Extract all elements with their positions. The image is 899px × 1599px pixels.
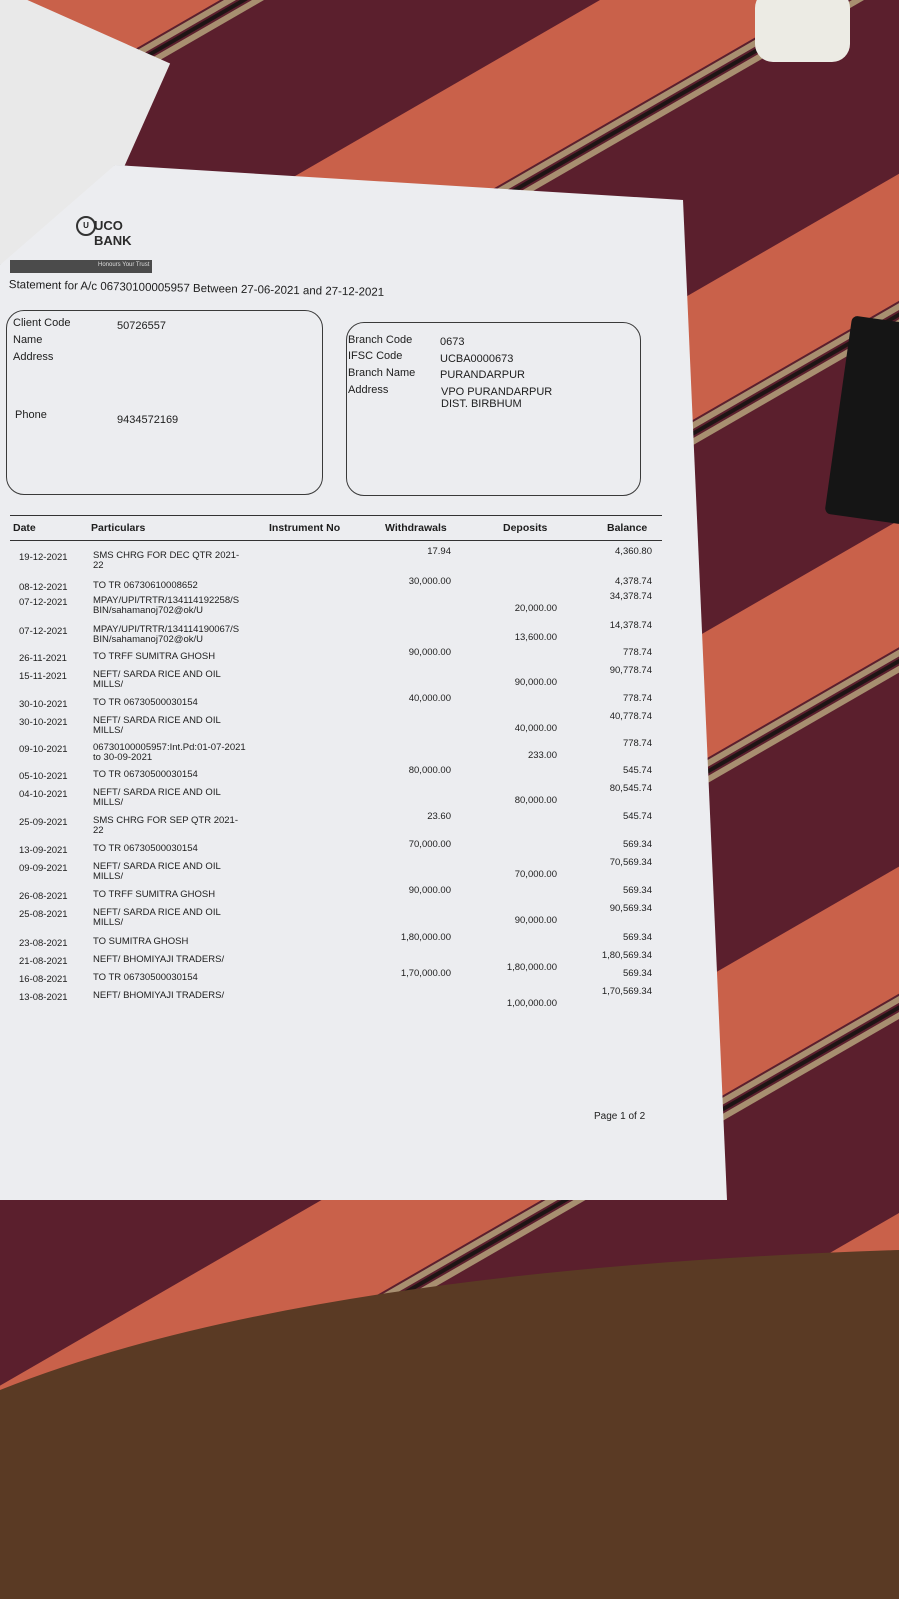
branch-name-value: PURANDARPUR [440,369,525,381]
row-date: 09-09-2021 [19,863,68,874]
table-header [10,515,662,541]
row-date: 25-08-2021 [19,909,68,920]
row-particulars: TO TRFF SUMITRA GHOSH [93,651,216,662]
bank-statement [0,165,727,1200]
row-deposit: 90,000.00 [514,677,557,688]
row-balance: 40,778.74 [609,711,652,722]
row-balance: 569.34 [622,932,652,943]
uco-logo-icon: U [76,216,96,236]
col-deposits: Deposits [503,522,548,534]
row-deposit: 70,000.00 [514,869,557,880]
row-particulars: NEFT/ SARDA RICE AND OIL [93,715,221,726]
row-particulars: TO TR 06730500030154 [93,843,198,854]
row-particulars-cont: MILLS/ [93,725,124,736]
row-balance: 778.74 [622,647,652,658]
row-date: 21-08-2021 [19,956,68,967]
row-deposit: 20,000.00 [514,603,557,614]
row-particulars-cont: MILLS/ [93,679,124,690]
row-balance: 80,545.74 [609,783,652,794]
row-withdrawal: 1,80,000.00 [400,932,451,943]
row-withdrawal: 17.94 [427,546,451,557]
row-deposit: 1,00,000.00 [506,998,557,1009]
row-withdrawal: 1,70,000.00 [400,968,451,979]
background-object [755,0,850,62]
row-date: 07-12-2021 [19,626,68,637]
ifsc-label: IFSC Code [348,350,403,362]
branch-code-value: 0673 [440,336,465,348]
row-balance: 1,70,569.34 [601,986,652,997]
row-date: 19-12-2021 [19,552,68,563]
address-label: Address [13,351,54,363]
row-date: 08-12-2021 [19,582,68,593]
row-particulars: NEFT/ SARDA RICE AND OIL [93,787,221,798]
row-balance: 569.34 [622,885,652,896]
row-date: 05-10-2021 [19,771,68,782]
row-date: 13-08-2021 [19,992,68,1003]
row-withdrawal: 23.60 [427,811,451,822]
row-date: 13-09-2021 [19,845,68,856]
row-particulars: TO TRFF SUMITRA GHOSH [93,889,216,900]
name-label: Name [13,334,43,346]
row-withdrawal: 30,000.00 [408,576,451,587]
row-particulars: TO TR 06730500030154 [93,697,198,708]
row-balance: 90,569.34 [609,903,652,914]
row-particulars: SMS CHRG FOR SEP QTR 2021- [93,815,238,826]
row-deposit: 233.00 [527,750,557,761]
branch-address-label: Address [348,384,389,396]
page-number: Page 1 of 2 [594,1111,646,1122]
row-particulars: NEFT/ SARDA RICE AND OIL [93,669,221,680]
row-date: 09-10-2021 [19,744,68,755]
row-particulars: 06730100005957:Int.Pd:01-07-2021 [93,742,246,753]
row-particulars-cont: MILLS/ [93,797,124,808]
row-particulars: NEFT/ BHOMIYAJI TRADERS/ [93,990,225,1001]
col-particulars: Particulars [91,522,146,534]
row-particulars-cont: 22 [93,825,104,836]
row-date: 16-08-2021 [19,974,68,985]
row-date: 23-08-2021 [19,938,68,949]
row-balance: 14,378.74 [609,620,652,631]
row-date: 07-12-2021 [19,597,68,608]
client-code-value: 50726557 [117,320,166,332]
row-particulars: NEFT/ SARDA RICE AND OIL [93,861,221,872]
row-withdrawal: 90,000.00 [408,885,451,896]
phone-value: 9434572169 [117,414,179,426]
row-date: 30-10-2021 [19,699,68,710]
row-particulars: NEFT/ BHOMIYAJI TRADERS/ [93,954,225,965]
row-balance: 569.34 [622,968,652,979]
client-info-box [6,310,323,495]
row-deposit: 80,000.00 [514,795,557,806]
phone-label: Phone [15,409,47,421]
col-instrument: Instrument No [269,522,341,534]
row-particulars: MPAY/UPI/TRTR/134114192258/S [93,595,240,606]
row-particulars: TO TR 06730500030154 [93,972,198,983]
row-balance: 34,378.74 [609,591,652,602]
row-withdrawal: 70,000.00 [408,839,451,850]
row-particulars-cont: BIN/sahamanoj702@ok/U [93,634,203,645]
row-date: 04-10-2021 [19,789,68,800]
row-date: 26-08-2021 [19,891,68,902]
bank-name: UCO BANK [94,218,132,248]
row-balance: 778.74 [622,738,652,749]
row-deposit: 40,000.00 [514,723,557,734]
row-particulars-cont: MILLS/ [93,917,124,928]
branch-address-line1: VPO PURANDARPUR [441,386,553,398]
row-date: 15-11-2021 [19,671,67,682]
row-date: 25-09-2021 [19,817,68,828]
col-withdrawals: Withdrawals [385,522,447,534]
row-balance: 4,378.74 [615,576,652,587]
row-particulars: TO TR 06730610008652 [93,580,198,591]
row-particulars: NEFT/ SARDA RICE AND OIL [93,907,221,918]
bank-tagline: Honours Your Trust [98,262,150,268]
row-balance: 1,80,569.34 [601,950,652,961]
row-deposit: 1,80,000.00 [506,962,557,973]
row-withdrawal: 40,000.00 [408,693,451,704]
row-particulars-cont: BIN/sahamanoj702@ok/U [93,605,203,616]
row-deposit: 90,000.00 [514,915,557,926]
row-particulars: SMS CHRG FOR DEC QTR 2021- [93,550,240,561]
branch-name-label: Branch Name [348,367,416,379]
client-code-label: Client Code [13,317,71,329]
row-particulars-cont: MILLS/ [93,871,124,882]
row-date: 26-11-2021 [19,653,67,664]
row-balance: 545.74 [622,811,652,822]
row-balance: 4,360.80 [615,546,652,557]
row-balance: 778.74 [622,693,652,704]
branch-address-line2: DIST. BIRBHUM [441,398,522,410]
row-withdrawal: 90,000.00 [408,647,451,658]
row-deposit: 13,600.00 [514,632,557,643]
row-particulars: TO TR 06730500030154 [93,769,198,780]
bank-logo [10,210,152,274]
row-withdrawal: 80,000.00 [408,765,451,776]
row-balance: 90,778.74 [609,665,652,676]
row-particulars: MPAY/UPI/TRTR/134114190067/S [93,624,240,635]
row-balance: 569.34 [622,839,652,850]
col-date: Date [13,522,36,534]
ifsc-value: UCBA0000673 [440,353,514,365]
row-balance: 545.74 [622,765,652,776]
branch-code-label: Branch Code [348,334,413,346]
col-balance: Balance [607,522,648,534]
row-particulars: TO SUMITRA GHOSH [93,936,189,947]
statement-title: Statement for A/c 06730100005957 Between 27-06-2021 and 27-12-2021 [8,279,385,299]
row-balance: 70,569.34 [609,857,652,868]
row-particulars-cont: to 30-09-2021 [93,752,153,763]
row-particulars-cont: 22 [93,560,104,571]
row-date: 30-10-2021 [19,717,68,728]
